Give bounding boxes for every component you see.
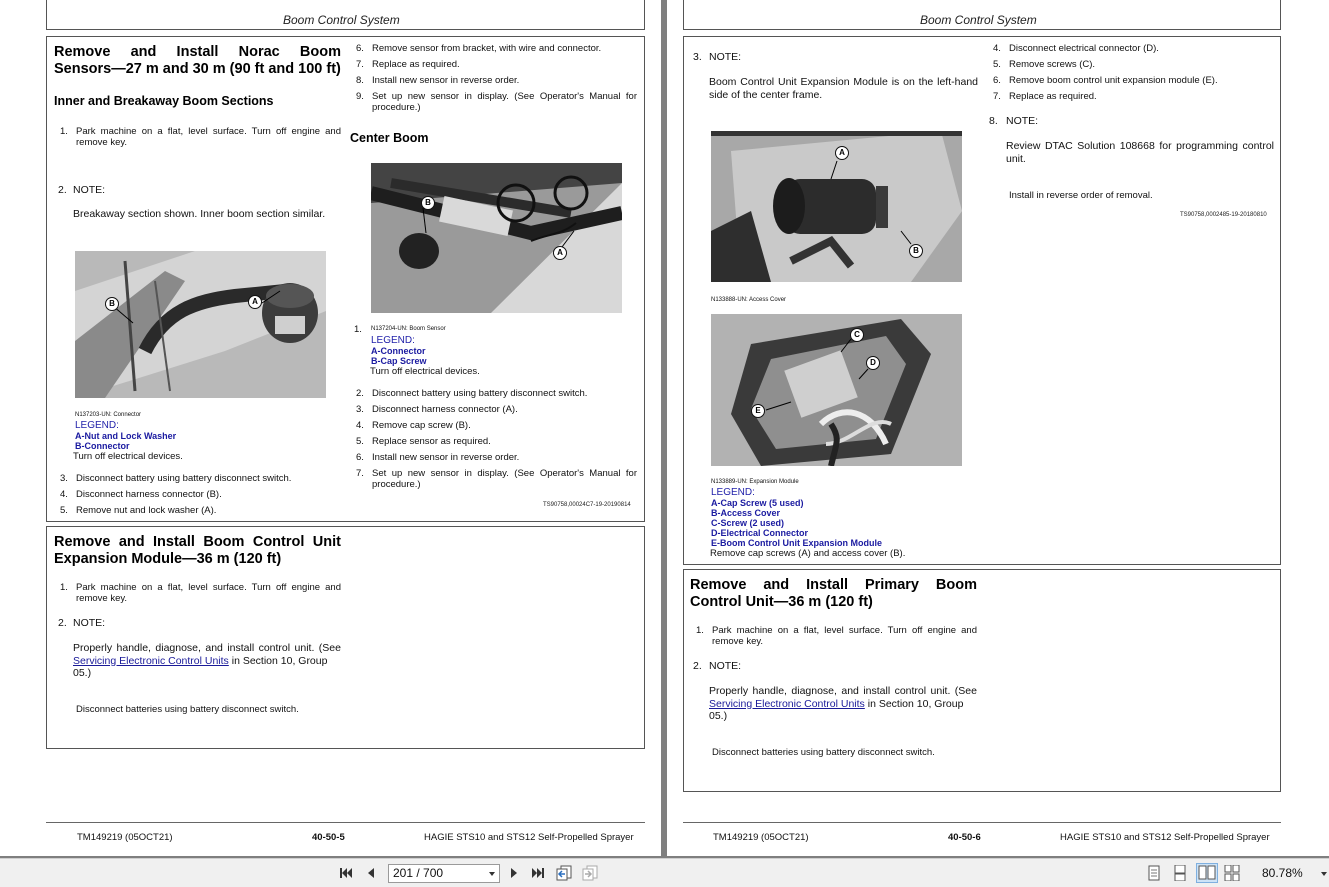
legend-item: A-Connector <box>371 346 426 356</box>
note-text: Breakaway section shown. Inner boom section similar. <box>73 208 326 220</box>
callout-d: D <box>866 356 880 370</box>
section-title: Remove and Install Norac Boom <box>54 44 341 60</box>
step-number: 2. <box>58 617 67 629</box>
legend-item: A-Cap Screw (5 used) <box>711 498 804 508</box>
body-text: Install in reverse order of removal. <box>1009 190 1153 201</box>
single-page-icon <box>1146 865 1162 881</box>
go-back-icon <box>556 865 572 881</box>
callout-b: B <box>105 297 119 311</box>
note-text: Properly handle, diagnose, and install control unit. (See Servicing Electronic Control Units in Section 10, Group 05.) <box>709 685 977 722</box>
figure-caption: N133889-UN: Expansion Module <box>711 479 799 485</box>
go-back-button[interactable] <box>556 865 572 881</box>
two-page-icon <box>1197 864 1217 882</box>
section-title: Remove and Install Boom Control Unit <box>54 534 341 550</box>
footer-doc-id: TM149219 (05OCT21) <box>713 832 809 843</box>
legend-item: B-Access Cover <box>711 508 781 518</box>
footer-rule <box>683 822 1281 823</box>
legend-item: B-Connector <box>75 441 130 451</box>
expansion-module-photo <box>711 314 962 466</box>
section-title: Remove and Install Primary Boom <box>690 577 977 593</box>
step-number: 2. <box>693 660 702 672</box>
legend-item: B-Cap Screw <box>371 356 427 366</box>
legend-label: LEGEND: <box>75 420 119 431</box>
body-text: Turn off electrical devices. <box>73 451 183 462</box>
section-title: Control Unit—36 m (120 ft) <box>690 594 873 610</box>
callout-a: A <box>835 146 849 160</box>
legend-item: A-Nut and Lock Washer <box>75 431 177 441</box>
note-label: NOTE: <box>1006 115 1039 127</box>
figure-caption: N137204-UN: Boom Sensor <box>371 326 446 332</box>
callout-a: A <box>248 295 262 309</box>
servicing-ecu-link[interactable]: Servicing Electronic Control Units <box>709 697 865 710</box>
body-text: Remove cap screws (A) and access cover (B). <box>710 548 906 559</box>
go-forward-button[interactable] <box>582 865 598 881</box>
section-title: Expansion Module—36 m (120 ft) <box>54 551 282 567</box>
body-text: Disconnect batteries using battery disconnect switch. <box>712 747 935 758</box>
subsection-title: Inner and Breakaway Boom Sections <box>54 94 274 108</box>
first-page-icon <box>338 865 354 881</box>
footer-page-number: 40-50-6 <box>948 832 981 843</box>
footer-doc-id: TM149219 (05OCT21) <box>77 832 173 843</box>
footer-title: HAGIE STS10 and STS12 Self-Propelled Sprayer <box>1060 832 1270 843</box>
previous-page-icon <box>363 865 379 881</box>
next-page-button[interactable] <box>506 865 522 881</box>
continuous-view-button[interactable] <box>1172 865 1188 881</box>
body-text: Disconnect batteries using battery disconnect switch. <box>76 704 299 715</box>
note-text: Boom Control Unit Expansion Module is on the left-hand side of the center frame. <box>709 76 978 101</box>
note-label: NOTE: <box>73 184 106 196</box>
page-header: Boom Control System <box>920 13 1037 27</box>
reference-code: TS90758,0002485-19-20180810 <box>1180 212 1267 218</box>
step-number: 8. <box>989 115 998 127</box>
figure-caption: N137203-UN: Connector <box>75 412 142 418</box>
legend-label: LEGEND: <box>371 335 415 346</box>
note-text: Review DTAC Solution 108668 for programming control unit. <box>1006 140 1274 165</box>
reference-code: TS90758,00024C7-19-20190814 <box>543 502 631 508</box>
zoom-level[interactable]: 80.78% <box>1262 866 1303 880</box>
connector-photo <box>75 251 326 398</box>
figure-caption: N133888-UN: Access Cover <box>711 297 787 303</box>
note-label: NOTE: <box>709 660 742 672</box>
section-title: Sensors—27 m and 30 m (90 ft and 100 ft) <box>54 61 341 77</box>
callout-a: A <box>553 246 567 260</box>
note-text: Properly handle, diagnose, and install control unit. (See Servicing Electronic Control Units in Section 10, Group 05.) <box>73 642 341 679</box>
footer-rule <box>46 822 645 823</box>
two-page-continuous-button[interactable] <box>1224 865 1240 881</box>
subsection-title: Center Boom <box>350 131 429 145</box>
callout-b: B <box>421 196 435 210</box>
last-page-button[interactable] <box>530 865 546 881</box>
legend-item: C-Screw (2 used) <box>711 518 785 528</box>
continuous-page-icon <box>1172 865 1188 881</box>
go-forward-icon <box>582 865 598 881</box>
legend-item: D-Electrical Connector <box>711 528 809 538</box>
access-cover-photo <box>711 131 962 282</box>
legend-item: E-Boom Control Unit Expansion Module <box>711 538 882 548</box>
viewer-toolbar <box>0 858 1329 887</box>
step-number: 2. <box>58 184 67 196</box>
right-page: Boom Control System 3. NOTE: Boom Control Unit Expansion Module is on the left-hand side of the center frame. A B N133888-UN: Access Cover C D E N133889-UN: Expansion Module LEGEND: A-Cap Screw (5 used) B-Access Cover C-Screw (2 used) D-Electrical Connector E-Boom Control Unit Expansion Module Remove cap screws (A) and access cover (B). 4. Disconnect electrical connector (D). 5. Remove screws (C). 6. Remove boom control unit expansion module (E). 7. Replace as required. 8. NOTE: Review DTAC Solution 108668 for programming control unit. Install in reverse order of removal. TS90758,0002485-19-20180810 Remove and Install Primary Boom Control Unit—36 m (120 ft) 1. Park machine on a flat, level surface. Turn off engine and remove key. 2. NOTE: Properly handle, diagnose, and install control unit. (See Servicing Electronic Control Units in Section 10, Group 05.) Disconnect batteries using battery disconnect switch. TM149219 (05OCT21) 40-50-6 HAGIE STS10 and STS12 Self-Propelled Sprayer <box>667 0 1329 856</box>
last-page-icon <box>530 865 546 881</box>
legend-label: LEGEND: <box>711 487 755 498</box>
left-page: Boom Control System Remove and Install Norac Boom Sensors—27 m and 30 m (90 ft and 100 ft) Inner and Breakaway Boom Sections 1. Park machine on a flat, level surface. Turn off engine and remove key. 2. NOTE: Breakaway section shown. Inner boom section similar. B A N137203-UN: Connector LEGEND: A-Nut and Lock Washer B-Connector Turn off electrical devices. 3. Disconnect battery using battery disconnect switch. 4. Disconnect harness connector (B). 5. Remove nut and lock washer (A). 6. Remove sensor from bracket, with wire and connector. 7. Replace as required. 8. Install new sensor in reverse order. 9. Set up new sensor in display. (See Operator's Manual for procedure.) Center Boom B A 1. N137204-UN: Boom Sensor LEGEND: A-Connector B-Cap Screw Turn off electrical devices. 2. Disconnect battery using battery disconnect switch. 3. Disconnect harness connector (A). 4. Remove cap screw (B). 5. Replace sensor as required. 6. Install new sensor in reverse order. 7. Set up new sensor in display. (See Operator's Manual for procedure.) TS90758,00024C7-19-20190814 Remove and Install Boom Control Unit Expansion Module—36 m (120 ft) 1. Park machine on a flat, level surface. Turn off engine and remove key. 2. NOTE: Properly handle, diagnose, and install control unit. (See Servicing Electronic Control Units in Section 10, Group 05.) Disconnect batteries using battery disconnect switch. TM149219 (05OCT21) 40-50-5 HAGIE STS10 and STS12 Self-Propelled Sprayer <box>0 0 661 856</box>
note-label: NOTE: <box>73 617 106 629</box>
body-text: Turn off electrical devices. <box>370 366 480 377</box>
footer-page-number: 40-50-5 <box>312 832 345 843</box>
first-page-button[interactable] <box>338 865 354 881</box>
servicing-ecu-link[interactable]: Servicing Electronic Control Units <box>73 654 229 667</box>
callout-b: B <box>909 244 923 258</box>
next-page-icon <box>506 865 522 881</box>
step-number: 3. <box>693 51 702 63</box>
note-label: NOTE: <box>709 51 742 63</box>
previous-page-button[interactable] <box>363 865 379 881</box>
two-page-continuous-icon <box>1224 865 1240 881</box>
single-page-view-button[interactable] <box>1146 865 1162 881</box>
boom-sensor-photo <box>371 163 622 313</box>
callout-e: E <box>751 404 765 418</box>
step-number: 1. <box>354 324 362 335</box>
page-header: Boom Control System <box>283 13 400 27</box>
footer-title: HAGIE STS10 and STS12 Self-Propelled Sprayer <box>424 832 634 843</box>
chevron-down-icon <box>489 872 495 876</box>
chevron-down-icon[interactable] <box>1321 872 1327 876</box>
callout-c: C <box>850 328 864 342</box>
two-page-view-button[interactable] <box>1196 863 1218 883</box>
page-number-input[interactable]: 201 / 700 <box>388 864 500 883</box>
